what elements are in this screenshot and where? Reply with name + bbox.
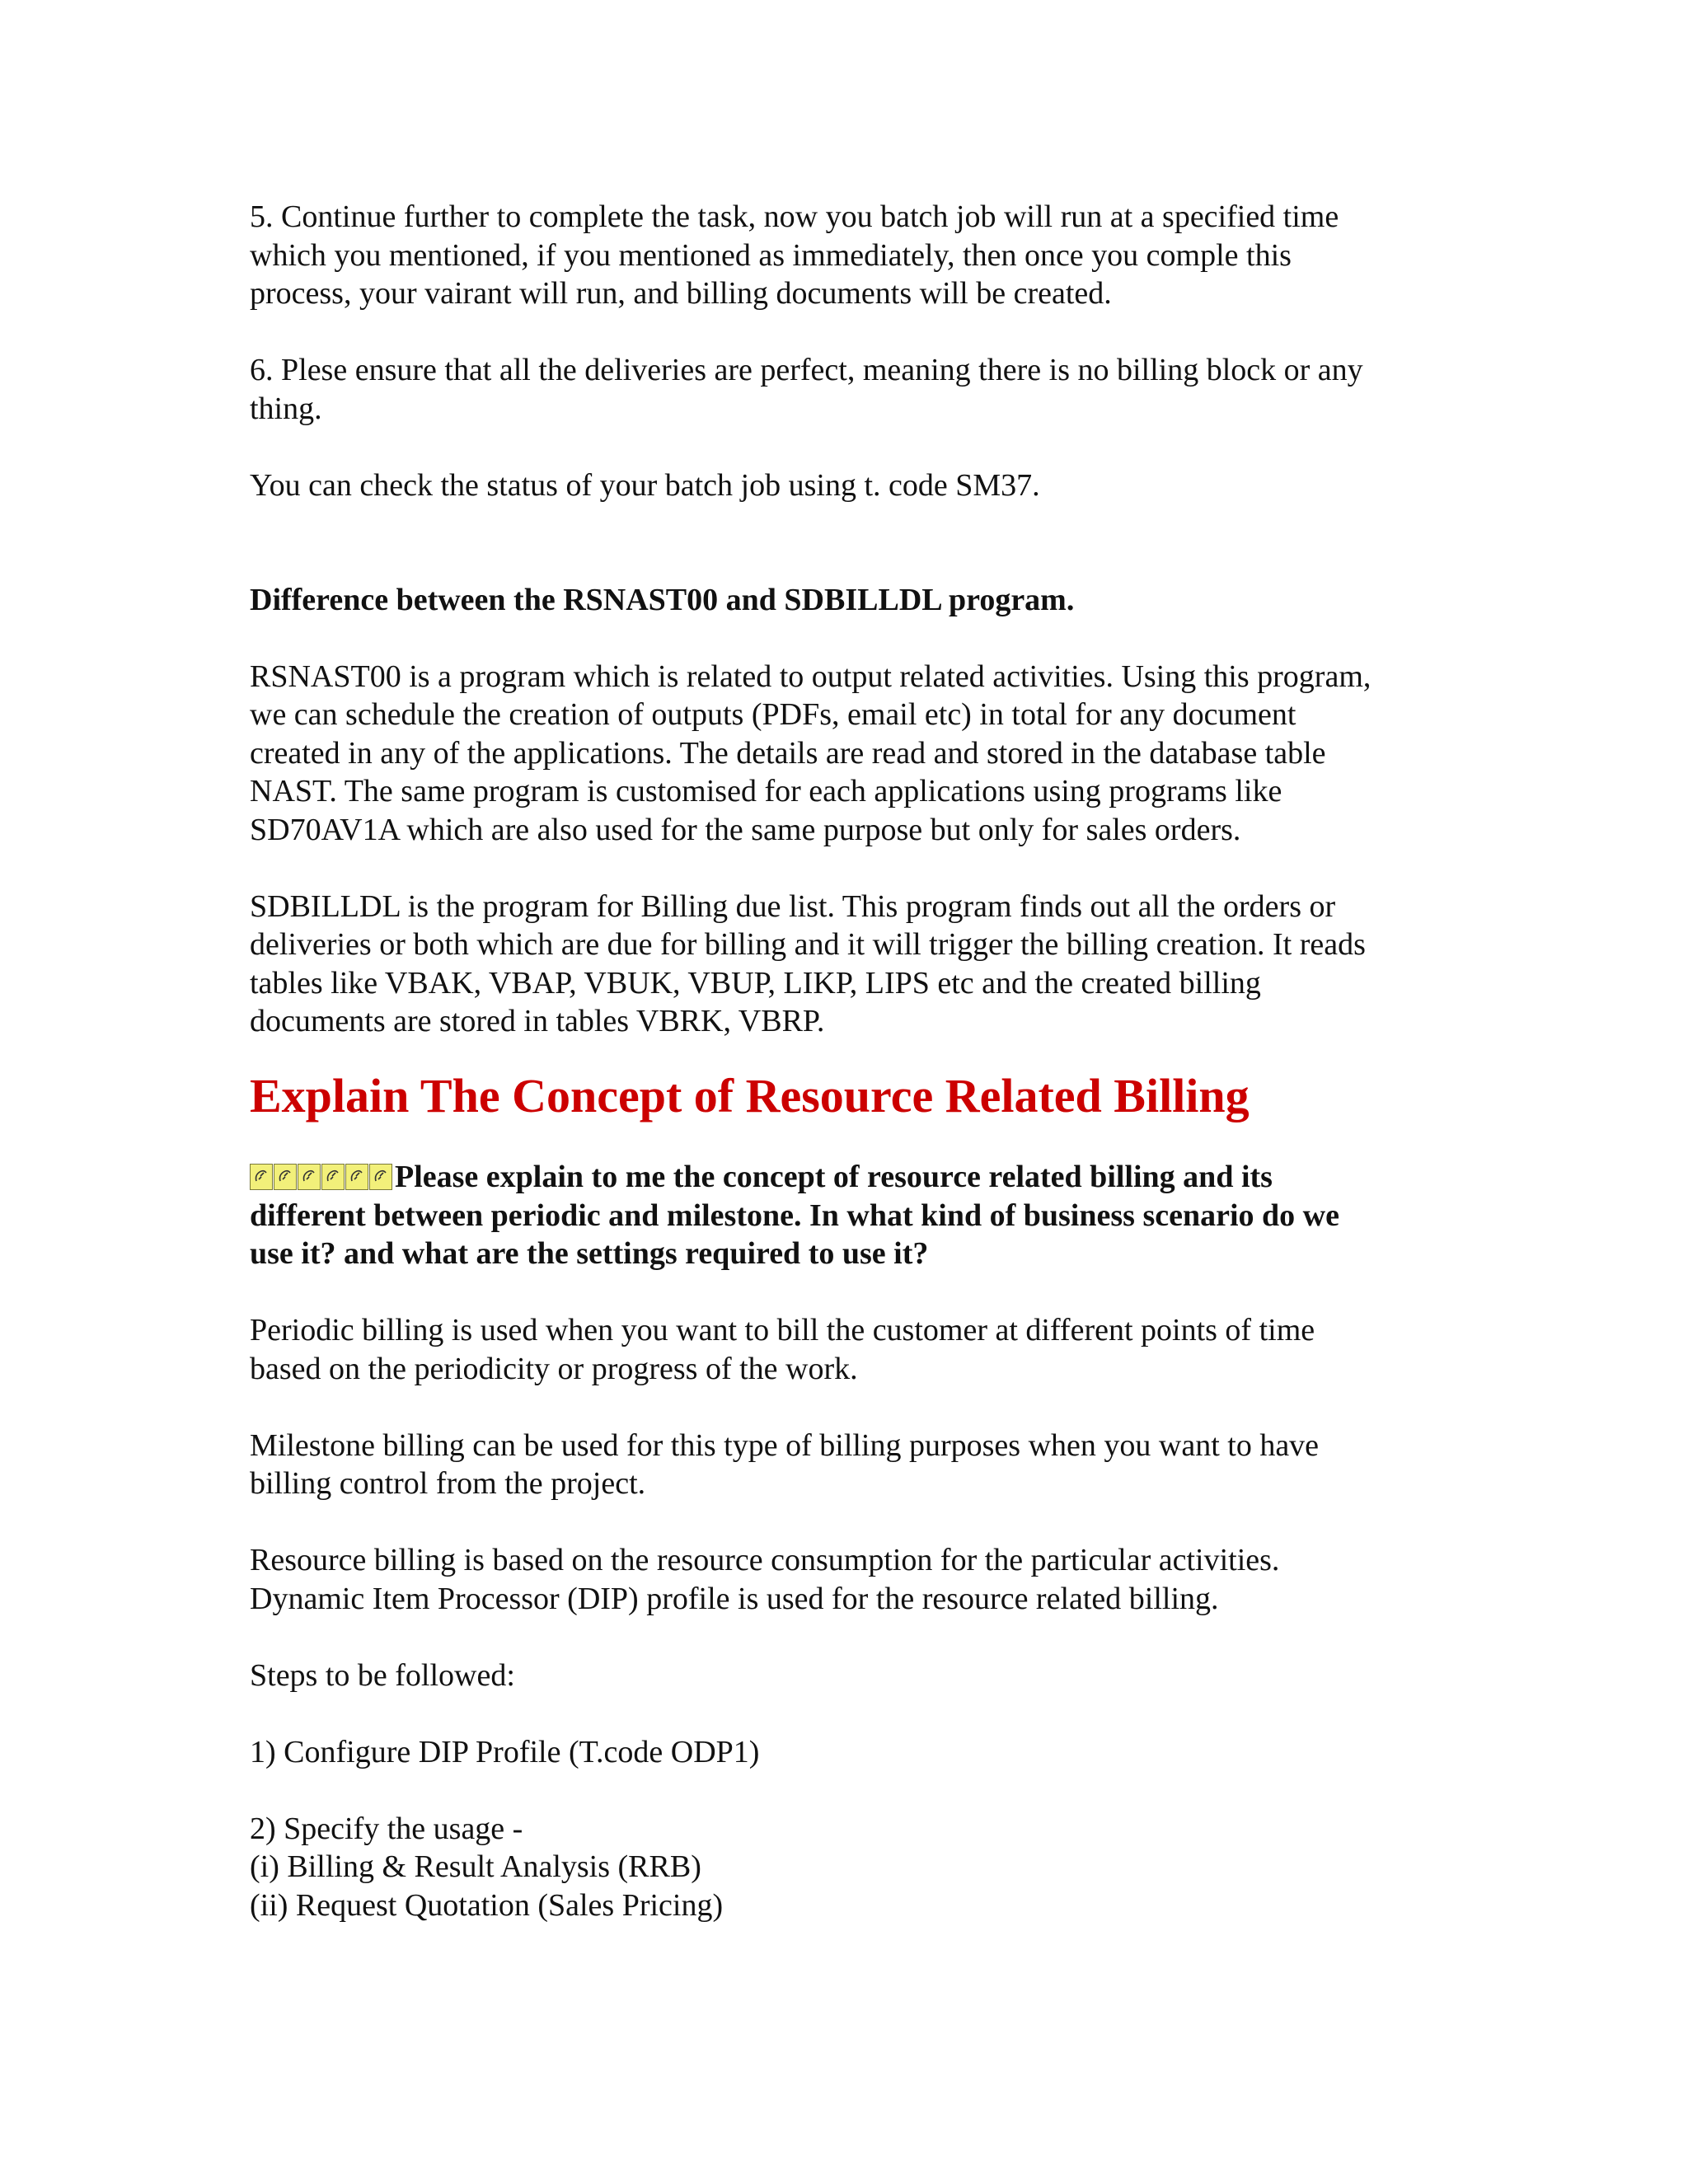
text-line: (ii) Request Quotation (Sales Pricing): [250, 1887, 724, 1923]
text-line: 6. Plese ensure that all the deliveries are perfect, meaning there is no billing block or any: [250, 353, 1363, 387]
rsnast00-paragraph: [250, 658, 1453, 850]
rating-star-icon: [274, 1164, 297, 1190]
text-line: billing control from the project.: [250, 1466, 646, 1501]
text-line: thing.: [250, 391, 322, 426]
text-line: NAST. The same program is customised for each applications using programs like: [250, 774, 1282, 808]
document-page: [250, 198, 1453, 1924]
spacer: [250, 543, 1453, 581]
text-line: process, your vairant will run, and billing documents will be created.: [250, 276, 1112, 311]
status-note-paragraph: [250, 466, 1453, 505]
text-line: (i) Billing & Result Analysis (RRB): [250, 1849, 701, 1884]
question-first-line: [250, 1158, 1453, 1197]
question-text: use it? and what are the settings required to use it?: [250, 1236, 929, 1271]
rating-star-icon: [345, 1164, 368, 1190]
text-line: we can schedule the creation of outputs (PDFs, email etc) in total for any document: [250, 697, 1296, 732]
text-line: Steps to be followed:: [250, 1657, 515, 1693]
text-line: 2) Specify the usage -: [250, 1811, 523, 1846]
text-line: based on the periodicity or progress of the work.: [250, 1351, 858, 1386]
text-line: Periodic billing is used when you want to bill the customer at different points of time: [250, 1313, 1315, 1347]
text-line: Resource billing is based on the resource consumption for the particular activities.: [250, 1543, 1280, 1577]
sdbilldl-paragraph: [250, 888, 1453, 1041]
rating-star-icon: [250, 1164, 273, 1190]
text-line: 1) Configure DIP Profile (T.code ODP1): [250, 1734, 760, 1769]
text-line: SD70AV1A which are also used for the same purpose but only for sales orders.: [250, 812, 1241, 847]
question-text: different between periodic and milestone. In what kind of business scenario do we: [250, 1197, 1339, 1233]
step-2-item: [250, 1810, 1453, 1925]
text-line: which you mentioned, if you mentioned as immediately, then once you comple this: [250, 237, 1292, 273]
rating-star-icon: [369, 1164, 392, 1190]
rating-star-icon: [321, 1164, 345, 1190]
rating-star-icon: [298, 1164, 321, 1190]
text-line: SDBILLDL is the program for Billing due list. This program finds out all the orders or: [250, 888, 1336, 924]
periodic-billing-paragraph: [250, 1311, 1453, 1388]
question-paragraph: [250, 1158, 1453, 1273]
section-title: Explain The Concept of Resource Related Billing: [250, 1069, 1250, 1122]
step-5-paragraph: [250, 198, 1453, 313]
text-line: You can check the status of your batch job using t. code SM37.: [250, 467, 1040, 503]
question-text: Please explain to me the concept of resource related billing and its: [395, 1160, 1273, 1194]
text-line: RSNAST00 is a program which is related to output related activities. Using this program,: [250, 658, 1372, 694]
difference-heading: Difference between the RSNAST00 and SDBILLDL program.: [250, 582, 1075, 617]
text-line: Milestone billing can be used for this type of billing purposes when you want to have: [250, 1427, 1320, 1463]
step-1-item: [250, 1733, 1453, 1772]
text-line: deliveries or both which are due for billing and it will trigger the billing creation. It reads: [250, 927, 1366, 962]
step-6-paragraph: [250, 351, 1453, 428]
milestone-billing-paragraph: [250, 1427, 1453, 1503]
resource-billing-paragraph: [250, 1541, 1453, 1618]
text-line: tables like VBAK, VBAP, VBUK, VBUP, LIKP, LIPS etc and the created billing: [250, 965, 1261, 1001]
text-line: Dynamic Item Processor (DIP) profile is used for the resource related billing.: [250, 1581, 1219, 1616]
rating-stars: [250, 1164, 393, 1192]
text-line: 5. Continue further to complete the task, now you batch job will run at a specified time: [250, 199, 1339, 234]
text-line: created in any of the applications. The details are read and stored in the database table: [250, 735, 1326, 771]
steps-intro: [250, 1657, 1453, 1695]
text-line: documents are stored in tables VBRK, VBRP.: [250, 1004, 825, 1038]
